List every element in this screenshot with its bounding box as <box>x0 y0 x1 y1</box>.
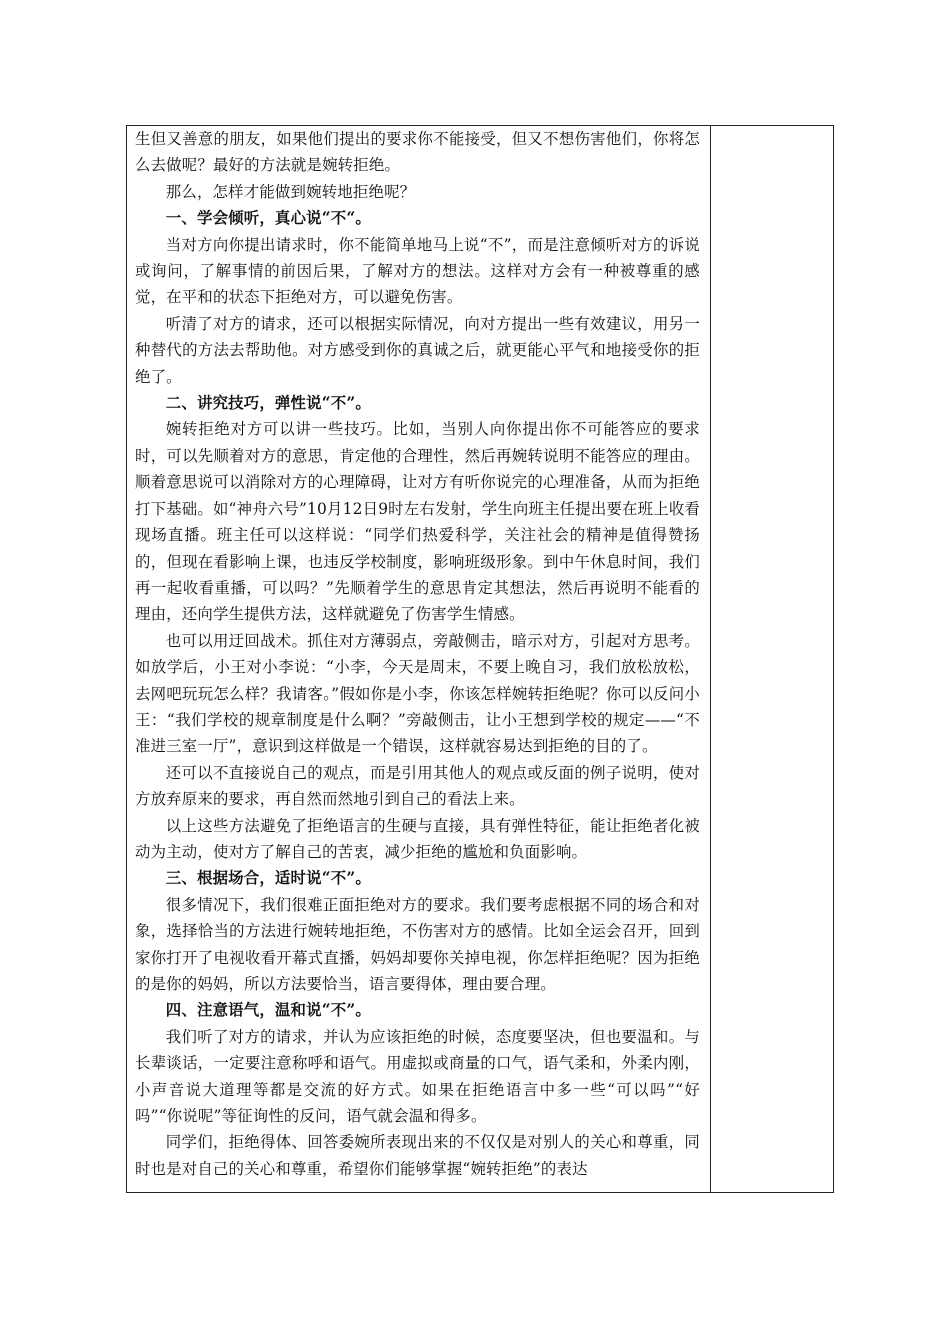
paragraph: 很多情况下，我们很难正面拒绝对方的要求。我们要考虑根据不同的场合和对象，选择恰当的方法进行婉转地拒绝，不伤害对方的感情。比如全运会召开，回到家你打开了电视收看开幕式直播，妈妈却要你关掉电视，你怎样拒绝呢？因为拒绝的是你的妈妈，所以方法要恰当，语言要得体，理由要合理。 <box>135 895 700 993</box>
paragraph: 同学们，拒绝得体、回答委婉所表现出来的不仅仅是对别人的关心和尊重，同时也是对自己的关心和尊重，希望你们能够掌握“婉转拒绝”的表达 <box>135 1133 700 1178</box>
paragraph: 以上这些方法避免了拒绝语言的生硬与直接，具有弹性特征，能让拒绝者化被动为主动，使对方了解自己的苦衷，减少拒绝的尴尬和负面影响。 <box>135 816 700 861</box>
section-heading: 三、根据场合，适时说“不”。 <box>165 869 371 888</box>
paragraph: 还可以不直接说自己的观点，而是引用其他人的观点或反面的例子说明，使对方放弃原来的要求，再自然而然地引到自己的看法上来。 <box>135 763 700 809</box>
paragraph: 我们听了对方的请求，并认为应该拒绝的时候，态度要坚决，但也要温和。与长辈谈话，一定要注意称呼和语气。用虚拟或商量的口气，语气柔和，外柔内刚，小声音说大道理等都是交流的好方式。如果在拒绝语言中多一些“可以吗”“好吗”“你说呢”等征询性的反问，语气就会温和得多。 <box>135 1027 700 1126</box>
section-heading: 二、讲究技巧，弹性说“不”。 <box>165 394 371 413</box>
paragraph: 生但又善意的朋友，如果他们提出的要求你不能接受，但又不想伤害他们，你将怎么去做呢？最好的方法就是婉转拒绝。 <box>135 130 700 175</box>
paragraph: 听清了对方的请求，还可以根据实际情况，向对方提出一些有效建议，用另一种替代的方法去帮助他。对方感受到你的真诚之后，就更能心平气和地接受你的拒绝了。 <box>135 314 700 386</box>
section-heading: 四、注意语气，温和说“不”。 <box>165 1001 371 1020</box>
notes-cell <box>711 126 833 1192</box>
lesson-table <box>126 125 834 1193</box>
paragraph: 也可以用迂回战术。抓住对方薄弱点，旁敲侧击，暗示对方，引起对方思考。如放学后，小王对小李说：“小李，今天是周末，不要上晚自习，我们放松放松，去网吧玩玩怎么样？我请客。”假如你是小李，你该怎样婉转拒绝呢？你可以反问小王：“我们学校的规章制度是什么啊？”旁敲侧击，让小王想到学校的规定——“不准进三室一厅”，意识到这样做是一个错误，这样就容易达到拒绝的目的了。 <box>135 631 700 756</box>
content-cell <box>127 126 710 1192</box>
paragraph: 婉转拒绝对方可以讲一些技巧。比如，当别人向你提出你不可能答应的要求时，可以先顺着对方的意思，肯定他的合理性，然后再婉转说明不能答应的理由。顺着意思说可以消除对方的心理障碍，让对方有听你说完的心理准备，从而为拒绝打下基础。如“神舟六号”10月12日9时左右发射，学生向班主任提出要在班上收看现场直播。班主任可以这样说：“同学们热爱科学，关注社会的精神是值得赞扬的，但现在看影响上课，也违反学校制度，影响班级形象。到中午休息时间，我们再一起收看重播，可以吗？”先顺着学生的意思肯定其想法，然后再说明不能看的理由，还向学生提供方法，这样就避免了伤害学生情感。 <box>135 420 700 624</box>
paragraph: 那么，怎样才能做到婉转地拒绝呢？ <box>165 182 416 201</box>
paragraph: 当对方向你提出请求时，你不能简单地马上说“不”，而是注意倾听对方的诉说或询问，了解事情的前因后果，了解对方的想法。这样对方会有一种被尊重的感觉，在平和的状态下拒绝对方，可以避免伤害。 <box>135 235 700 307</box>
section-heading: 一、学会倾听，真心说“不“。 <box>165 209 371 228</box>
